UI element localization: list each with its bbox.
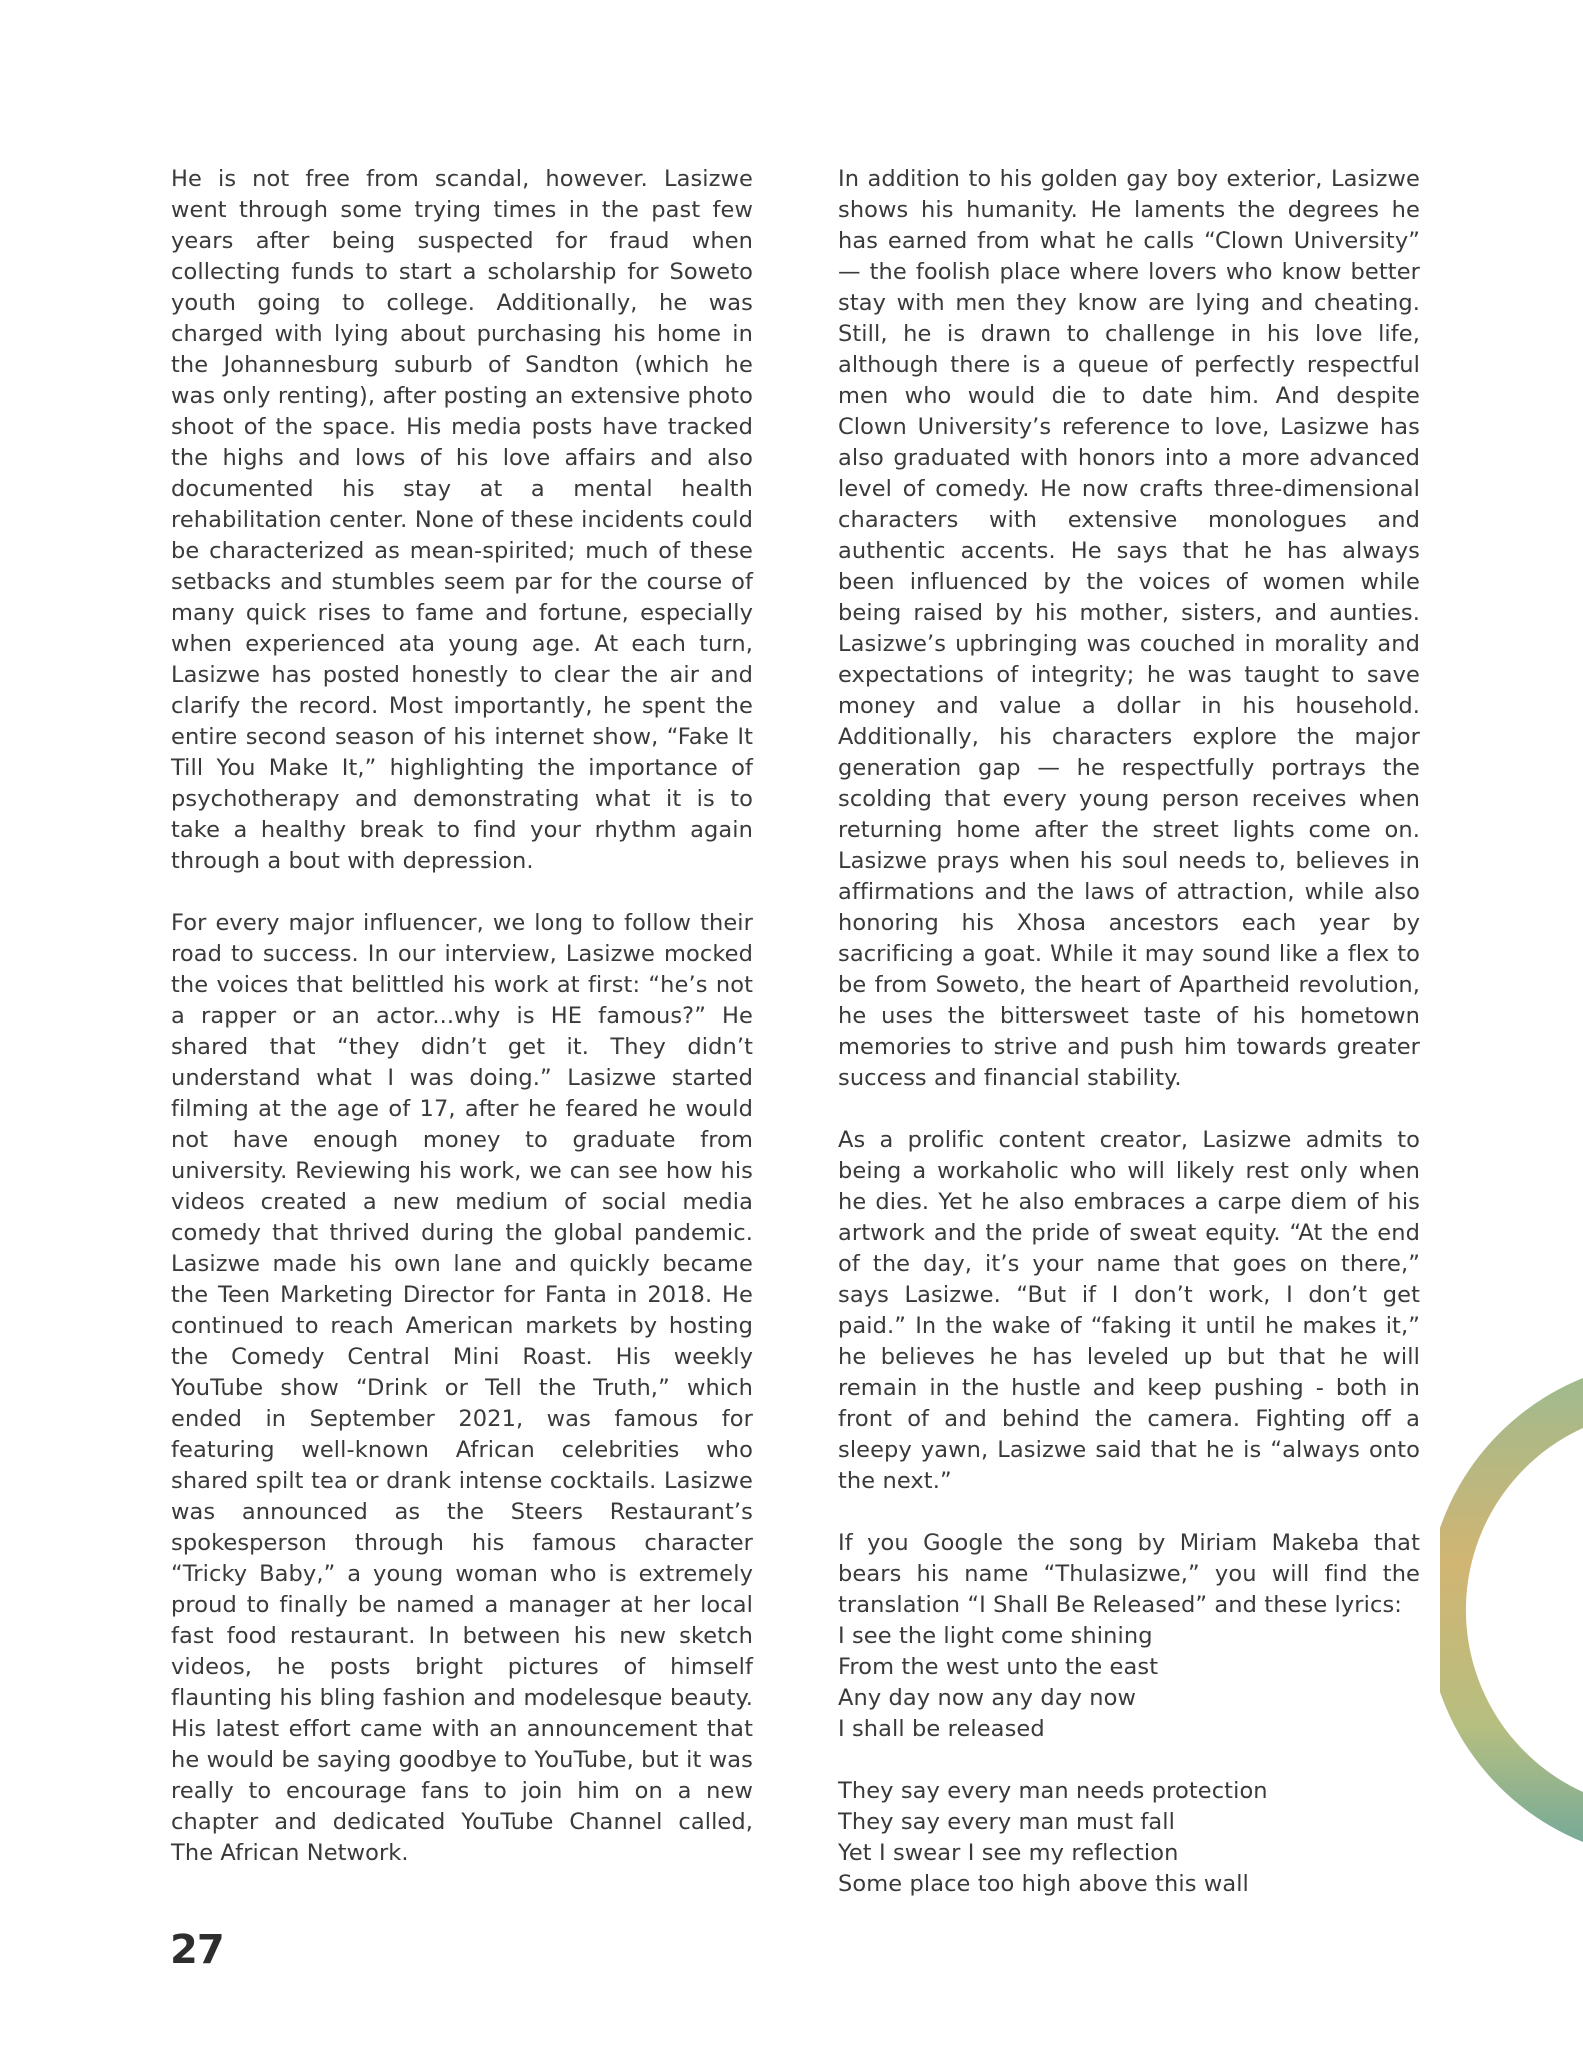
- lyric-line: Yet I swear I see my reflection: [838, 1840, 1179, 1866]
- lyric-line: I see the light come shining: [838, 1623, 1153, 1649]
- lyrics-intro-block: [838, 1528, 1420, 1745]
- ring-band: [1440, 1378, 1583, 1842]
- lyric-line: They say every man must fall: [838, 1809, 1176, 1835]
- ring-triangle: [1576, 1626, 1583, 1644]
- ring-triangle: [1574, 1601, 1583, 1619]
- paragraph-road-to-success: For every major influencer, we long to follow their road to success. In our interview, Lasizwe mocked the voices that belittled his work at first: “he’s not a rapper or an actor...why is HE famous?” He shared that “they didn’t get it. They didn’t understand what I was doing.” Lasizwe started filming at the age of 17, after he feared he would not have enough money to graduate from university. Reviewing his work, we can see how his videos created a new medium of social media comedy that thrived during the global pandemic. Lasizwe made his own lane and quickly became the Teen Marketing Director for Fanta in 2018. He continued to reach American markets by hosting the Comedy Central Mini Roast. His weekly YouTube show “Drink or Tell the Truth,” which ended in September 2021, was famous for featuring well-known African celebrities who shared spilt tea or drank intense cocktails. Lasizwe was announced as the Steers Restaurant’s spokesperson through his famous character “Tricky Baby,” a young woman who is extremely proud to finally be named a manager at her local fast food restaurant. In between his new sketch videos, he posts bright pictures of himself flaunting his bling fashion and modelesque beauty. His latest effort came with an announcement that he would be saying goodbye to YouTube, but it was really to encourage fans to join him on a new chapter and dedicated YouTube Channel called, The African Network.: [171, 910, 753, 1866]
- paragraph-content-creator: As a prolific content creator, Lasizwe admits to being a workaholic who will likely rest only when he dies. Yet he also embraces a carpe diem of his artwork and the pride of sweat equity. “At the end of the day, it’s your name that goes on there,” says Lasizwe. “But if I don’t work, I don’t get paid.” In the wake of “faking it until he makes it,” he believes he has leveled up but that he will remain in the hustle and keep pushing - both in front of and behind the camera. Fighting off a sleepy yawn, Lasizwe said that he is “always onto the next.”: [838, 1127, 1420, 1494]
- lyric-line: I shall be released: [838, 1716, 1045, 1742]
- article-left-column: [171, 164, 753, 1869]
- paragraph-song-intro: If you Google the song by Miriam Makeba that bears his name “Thulasizwe,” you will find the translation “I Shall Be Released” and these lyrics:: [838, 1530, 1420, 1618]
- decorative-ring-ornament: [1440, 1360, 1583, 1860]
- paragraph-scandal: He is not free from scandal, however. Lasizwe went through some trying times in the past few years after being suspected for fraud when collecting funds to start a scholarship for Soweto youth going to college. Additionally, he was charged with lying about purchasing his home in the Johannesburg suburb of Sandton (which he was only renting), after posting an extensive photo shoot of the space. His media posts have tracked the highs and lows of his love affairs and also documented his stay at a mental health rehabilitation center. None of these incidents could be characterized as mean-spirited; much of these setbacks and stumbles seem par for the course of many quick rises to fame and fortune, especially when experienced ata young age. At each turn, Lasizwe has posted honestly to clear the air and clarify the record. Most importantly, he spent the entire second season of his internet show, “Fake It Till You Make It,” highlighting the importance of psychotherapy and demonstrating what it is to take a healthy break to find your rhythm again through a bout with depression.: [171, 166, 753, 874]
- ring-triangle: [1576, 1577, 1583, 1595]
- lyric-line: They say every man needs protection: [838, 1778, 1268, 1804]
- page-number: 27: [170, 1927, 224, 1973]
- paragraph-humanity: In addition to his golden gay boy exterior, Lasizwe shows his humanity. He laments the degrees he has earned from what he calls “Clown University” — the foolish place where lovers who know better stay with men they know are lying and cheating. Still, he is drawn to challenge in his love life, although there is a queue of perfectly respectful men who would die to date him. And despite Clown University’s reference to love, Lasizwe has also graduated with honors into a more advanced level of comedy. He now crafts three-dimensional characters with extensive monologues and authentic accents. He says that he has always been influenced by the voices of women while being raised by his mother, sisters, and aunties. Lasizwe’s upbringing was couched in morality and expectations of integrity; he was taught to save money and value a dollar in his household. Additionally, his characters explore the major generation gap — he respectfully portrays the scolding that every young person receives when returning home after the street lights come on. Lasizwe prays when his soul needs to, believes in affirmations and the laws of attraction, while also honoring his Xhosa ancestors each year by sacrificing a goat. While it may sound like a flex to be from Soweto, the heart of Apartheid revolution, he uses the bittersweet taste of his hometown memories to strive and push him towards greater success and financial stability.: [838, 166, 1420, 1091]
- lyric-line: Some place too high above this wall: [838, 1871, 1249, 1897]
- ring-triangle-pattern: [1574, 1426, 1583, 1795]
- lyric-line: From the west unto the east: [838, 1654, 1159, 1680]
- lyrics-stanza-2: [838, 1776, 1420, 1900]
- article-right-column: [838, 164, 1420, 1931]
- lyric-line: Any day now any day now: [838, 1685, 1137, 1711]
